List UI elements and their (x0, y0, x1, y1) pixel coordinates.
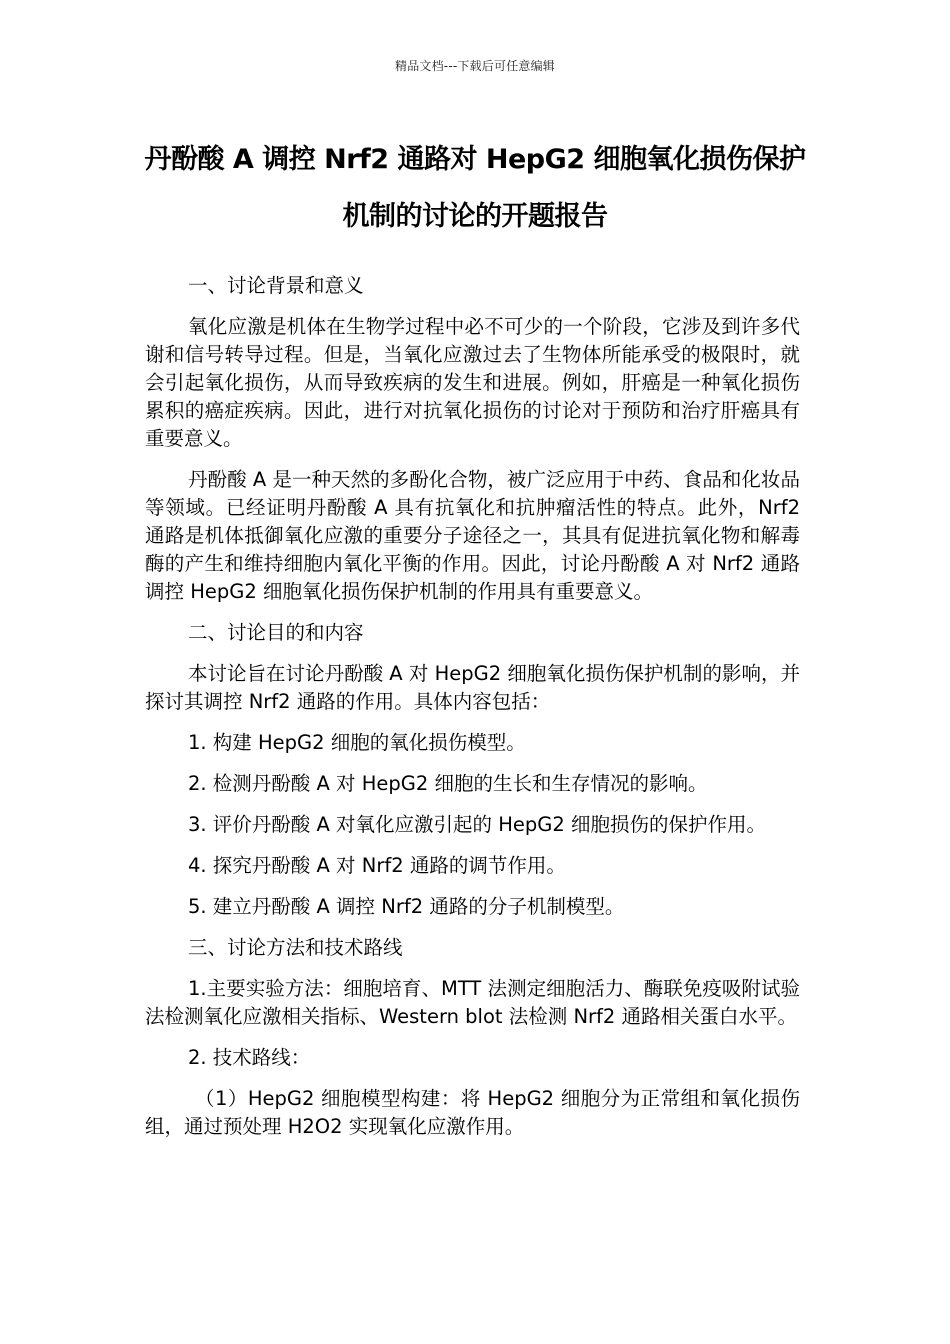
paragraph-objectives: 本讨论旨在讨论丹酚酸 A 对 HepG2 细胞氧化损伤保护机制的影响，并探讨其调控 Nrf2 通路的作用。具体内容包括： (145, 662, 800, 713)
section-heading-objectives: 二、讨论目的和内容 (188, 621, 364, 644)
paragraph-background-1: 氧化应激是机体在生物学过程中必不可少的一个阶段，它涉及到许多代谢和信号转导过程。但是，当氧化应激过去了生物体所能承受的极限时，就会引起氧化损伤，从而导致疾病的发生和进展。例如，肝癌是一种氧化损伤累积的癌症疾病。因此，进行对抗氧化损伤的讨论对于预防和治疗肝癌具有重要意义。 (145, 315, 800, 450)
document-title-line-2: 机制的讨论的开题报告 (342, 201, 608, 232)
section-heading-methods: 三、讨论方法和技术路线 (188, 936, 403, 959)
document-body (145, 272, 800, 1154)
paragraph-methods-3: （1）HepG2 细胞模型构建：将 HepG2 细胞分为正常组和氧化损伤组，通过预处理 H2O2 实现氧化应激作用。 (145, 1087, 800, 1138)
list-item: 1. 构建 HepG2 细胞的氧化损伤模型。 (188, 731, 526, 754)
list-item: 5. 建立丹酚酸 A 调控 Nrf2 通路的分子机制模型。 (188, 895, 625, 918)
paragraph-methods-1: 1.主要实验方法：细胞培育、MTT 法测定细胞活力、酶联免疫吸附试验法检测氧化应激相关指标、Western blot 法检测 Nrf2 通路相关蛋白水平。 (145, 977, 800, 1028)
header-note: 精品文档---下载后可任意编辑 (395, 59, 555, 73)
section-heading-background: 一、讨论背景和意义 (188, 274, 364, 297)
paragraph-background-2: 丹酚酸 A 是一种天然的多酚化合物，被广泛应用于中药、食品和化妆品等领域。已经证明丹酚酸 A 具有抗氧化和抗肿瘤活性的特点。此外，Nrf2 通路是机体抵御氧化应激的重要分子途径之一，其具有促进抗氧化物和解毒酶的产生和维持细胞内氧化平衡的作用。因此，讨论丹酚酸 A 对 Nrf2 通路调控 HepG2 细胞氧化损伤保护机制的作用具有重要意义。 (145, 468, 800, 603)
list-item: 4. 探究丹酚酸 A 对 Nrf2 通路的调节作用。 (188, 854, 566, 877)
document-title-line-1: 丹酚酸 A 调控 Nrf2 通路对 HepG2 细胞氧化损伤保护 (144, 144, 806, 175)
list-item: 3. 评价丹酚酸 A 对氧化应激引起的 HepG2 细胞损伤的保护作用。 (188, 813, 766, 836)
list-item: 2. 检测丹酚酸 A 对 HepG2 细胞的生长和生存情况的影响。 (188, 772, 708, 795)
paragraph-methods-2: 2. 技术路线： (188, 1046, 311, 1069)
